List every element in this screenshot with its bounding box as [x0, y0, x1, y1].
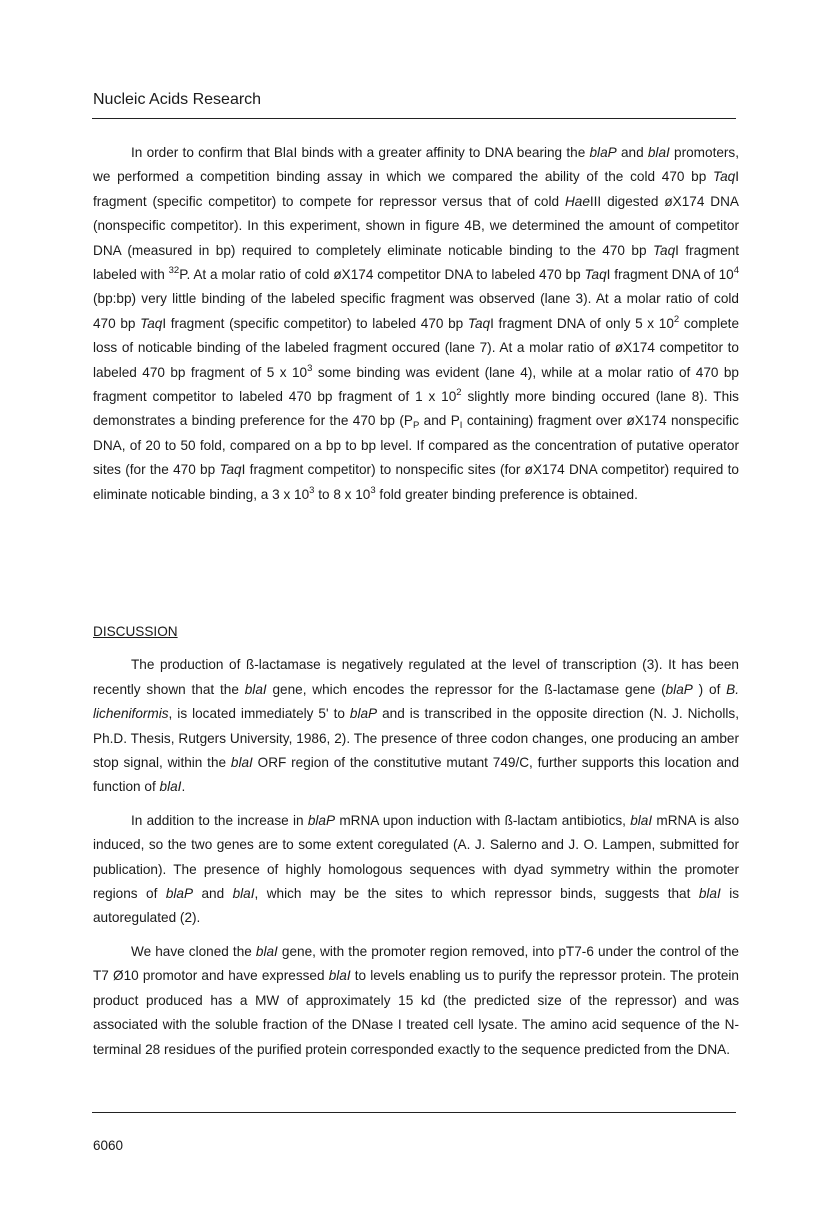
header-rule: [92, 118, 736, 119]
competition-assay-paragraph: In order to confirm that BlaI binds with a greater affinity to DNA bearing the blaP and blaI promoters, we performed a competition binding assay in which we compared the ability of the cold 470 bp TaqI fragment (specific competitor) to compete for repressor versus that of cold HaeIII digested øX174 DNA (nonspecific competitor). In this experiment, shown in figure 4B, we determined the amount of competitor DNA (measured in bp) required to completely eliminate noticable binding to the 470 bp TaqI fragment labeled with $^{32}$P. At a molar ratio of cold øX174 competitor DNA to labeled 470 bp TaqI fragment DNA of $10^4$ (bp:bp) very little binding of the labeled specific fragment was observed (lane 3). At a molar ratio of cold 470 bp TaqI fragment (specific competitor) to labeled 470 bp TaqI fragment DNA of only 5 x $10^2$ complete loss of noticable binding of the labeled fragment occured (lane 7). At a molar ratio of øX174 competitor to labeled 470 bp fragment of 5 x $10^3$ some binding was evident (lane 4), while at a molar ratio of 470 bp fragment competitor to labeled 470 bp fragment of 1 x $10^2$ slightly more binding occured (lane 8). This demonstrates a binding preference for the 470 bp ($P_P$ and $P_I$ containing) fragment over øX174 nonspecific DNA, of 20 to 50 fold, compared on a bp to bp level. If compared as the concentration of putative operator sites (for the 470 bp TaqI fragment competitor) to nonspecific sites (for øX174 DNA competitor) required to eliminate noticable binding, a 3 x $10^3$ to 8 x $10^3$ fold greater binding preference is obtained.: [93, 145, 740, 502]
footer-rule: [92, 1112, 736, 1113]
discussion-paragraph-3: We have cloned the blaI gene, with the promoter region removed, into pT7-6 under the control of the T7 Ø10 promotor and have expressed blaI to levels enabling us to purify the repressor protein. The protein product produced has a MW of approximately 15 kd (the predicted size of the repressor) and was associated with the soluble fraction of the DNase I treated cell lysate. The amino acid sequence of the N-terminal 28 residues of the purified protein corresponded exactly to the sequence predicted from the DNA.: [93, 943, 739, 1057]
section-heading: DISCUSSION: [93, 624, 178, 639]
results-text: [93, 141, 739, 507]
discussion-paragraph-2: In addition to the increase in blaP mRNA upon induction with ß-lactam antibiotics, blaI mRNA is also induced, so the two genes are to some extent coregulated (A. J. Salerno and J. O. Lampen, submitted for publication). The presence of highly homologous sequences with dyad symmetry within the promoter regions of blaP and blaI, which may be the sites to which repressor binds, suggests that blaI is autoregulated (2).: [93, 812, 740, 926]
running-header: Nucleic Acids Research: [93, 91, 262, 108]
page-number: 6060: [93, 1138, 124, 1153]
discussion-paragraph-1: The production of ß-lactamase is negatively regulated at the level of transcription (3). It has been recently shown that the blaI gene, which encodes the repressor for the ß-lactamase gene (blaP ) of B. licheniformis, is located immediately 5' to blaP and is transcribed in the opposite direction (N. J. Nicholls, Ph.D. Thesis, Rutgers University, 1986, 2). The presence of three codon changes, one producing an amber stop signal, within the blaI ORF region of the constitutive mutant 749/C, further supports this location and function of blaI.: [93, 657, 740, 795]
discussion-section: [93, 620, 739, 1062]
